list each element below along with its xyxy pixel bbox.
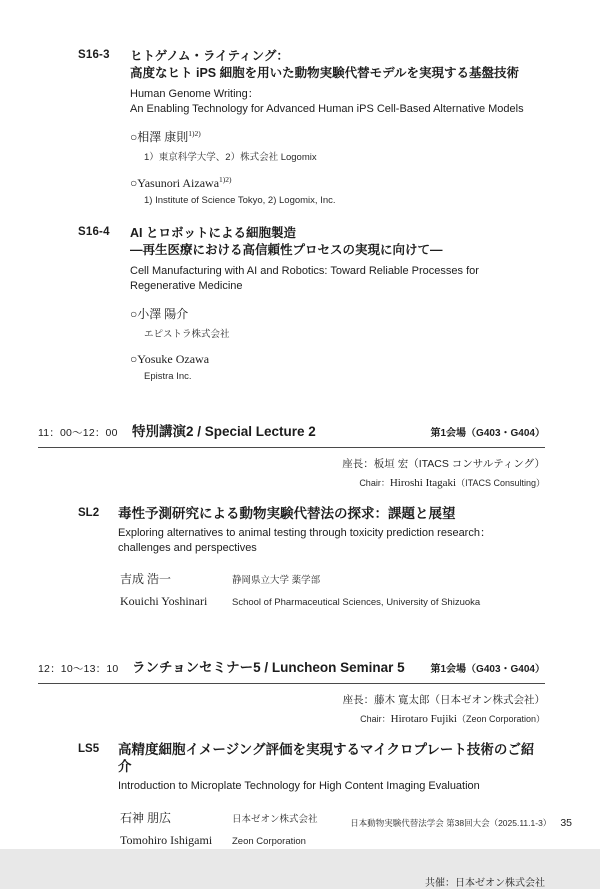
speaker-name-en: Tomohiro Ishigami xyxy=(120,832,213,847)
speaker-list xyxy=(120,570,545,609)
presenter-affiliation: 1) Institute of Science Tokyo, 2) Logomix, Inc. xyxy=(144,195,336,206)
session-luncheon-seminar-5 xyxy=(38,656,545,889)
title-en-line1: Cell Manufacturing with AI and Robotics: Toward Reliable Processes for Regenerative Medicine xyxy=(130,265,479,292)
abstract-s16-4 xyxy=(78,225,545,382)
session-chair-en xyxy=(38,712,545,725)
title-ja-line2: ―再生医療における高信頼性プロセスの実現に向けて― xyxy=(130,242,443,257)
lecture-id: LS5 xyxy=(78,743,100,755)
title-en-line2: An Enabling Technology for Advanced Human iPS Cell-Based Alternative Models xyxy=(130,102,524,115)
presenter-name xyxy=(130,352,545,367)
footer-page-number: 35 xyxy=(560,817,572,829)
lecture-ls5 xyxy=(78,741,545,848)
lecture-title-en xyxy=(118,526,545,555)
session-special-lecture-2 xyxy=(38,420,545,609)
abstract-title-ja xyxy=(130,225,545,258)
lecture-id: SL2 xyxy=(78,507,100,519)
abstract-title-ja xyxy=(130,48,545,81)
speaker-affiliation-ja: 静岡県立大学 薬学部 xyxy=(232,575,321,586)
abstract-s16-3 xyxy=(78,48,545,206)
presenter-mark: ○ xyxy=(130,307,138,321)
cosponsor-note: 共催：日本ゼオン株式会社 xyxy=(425,877,545,889)
presenter-name-text: Yasunori Aizawa xyxy=(137,176,220,190)
presenter-superscript: 1)2) xyxy=(188,129,201,138)
session-time: 12：10～13：10 xyxy=(38,663,119,675)
session-header xyxy=(38,656,545,684)
session-chair-ja: 座長：藤木 寛太郎（日本ゼオン株式会社） xyxy=(342,694,545,706)
presenter-name-text: 小澤 陽介 xyxy=(137,307,189,321)
abstract-id: S16-3 xyxy=(78,49,110,61)
presenter-affiliation: エピストラ株式会社 xyxy=(144,329,230,340)
session-header xyxy=(38,420,545,448)
session-venue: 第1会場（G403・G404） xyxy=(430,428,545,439)
presenter-name xyxy=(130,305,545,322)
speaker-affiliation-en: School of Pharmaceutical Sciences, University of Shizuoka xyxy=(232,597,481,608)
speaker-name-ja: 吉成 浩一 xyxy=(120,572,172,586)
abstract-title-en xyxy=(130,87,545,116)
session-venue: 第1会場（G403・G404） xyxy=(430,664,545,675)
lecture-title-en-line1: Exploring alternatives to animal testing through toxicity prediction research： xyxy=(118,527,491,539)
presenter-superscript: 1)2) xyxy=(219,175,232,184)
page-footer xyxy=(350,817,572,829)
session-chair-en xyxy=(38,476,545,489)
presenter-mark: ○ xyxy=(130,352,138,366)
chair-affiliation: （Zeon Corporation） xyxy=(456,714,545,724)
chair-label: Chair： xyxy=(359,478,390,488)
abstract-title-en xyxy=(130,264,545,293)
speaker-row-en xyxy=(120,594,545,609)
presenter-affiliation: 1）東京科学大学、2）株式会社 Logomix xyxy=(144,152,317,163)
presenter-name-text: 相澤 康則 xyxy=(137,130,189,144)
session-chair-ja: 座長：板垣 宏（ITACS コンサルティング） xyxy=(342,458,545,470)
lecture-sl2 xyxy=(78,505,545,609)
presenter-affiliation: Epistra Inc. xyxy=(144,371,192,382)
chair-affiliation: （ITACS Consulting） xyxy=(456,478,545,488)
title-en-line1: Human Genome Writing： xyxy=(130,88,259,100)
chair-label: Chair： xyxy=(360,714,391,724)
presenter-mark: ○ xyxy=(130,176,138,190)
session-time: 11：00～12：00 xyxy=(38,427,118,439)
abstract-id: S16-4 xyxy=(78,226,110,238)
speaker-name-ja: 石神 朋広 xyxy=(120,810,172,825)
speaker-affiliation-ja: 日本ゼオン株式会社 xyxy=(232,813,318,825)
speaker-row-ja xyxy=(120,570,545,587)
lecture-title-ja: 高精度細胞イメージング評価を実現するマイクロプレート技術のご紹介 xyxy=(118,742,535,774)
session-title: 特別講演2 / Special Lecture 2 xyxy=(132,424,316,439)
footer-conference-title: 日本動物実験代替法学会 第38回大会（2025.11.1-3） xyxy=(350,818,552,828)
speaker-row-en xyxy=(120,833,545,848)
title-ja-line2: 高度なヒト iPS 細胞を用いた動物実験代替モデルを実現する基盤技術 xyxy=(130,65,519,80)
lecture-title-en xyxy=(118,779,545,794)
chair-name: Hirotaro Fujiki xyxy=(390,713,457,725)
title-ja-line1: AI とロボットによる細胞製造 xyxy=(130,226,296,240)
presenter-name xyxy=(130,128,545,145)
lecture-title-en-line2: challenges and perspectives xyxy=(118,541,257,554)
session-title: ランチョンセミナー5 / Luncheon Seminar 5 xyxy=(132,660,405,675)
speaker-affiliation-en: Zeon Corporation xyxy=(232,835,306,847)
lecture-title-ja: 毒性予測研究による動物実験代替法の探求：課題と展望 xyxy=(118,506,456,521)
title-ja-line1: ヒトゲノム・ライティング： xyxy=(130,49,289,63)
lecture-title-en-line1: Introduction to Microplate Technology for High Content Imaging Evaluation xyxy=(118,780,480,792)
presenter-name xyxy=(130,175,545,191)
presenter-mark: ○ xyxy=(130,130,138,144)
chair-name: Hiroshi Itagaki xyxy=(389,477,457,489)
presenter-name-text: Yosuke Ozawa xyxy=(137,352,210,366)
speaker-name-en: Kouichi Yoshinari xyxy=(120,594,208,608)
